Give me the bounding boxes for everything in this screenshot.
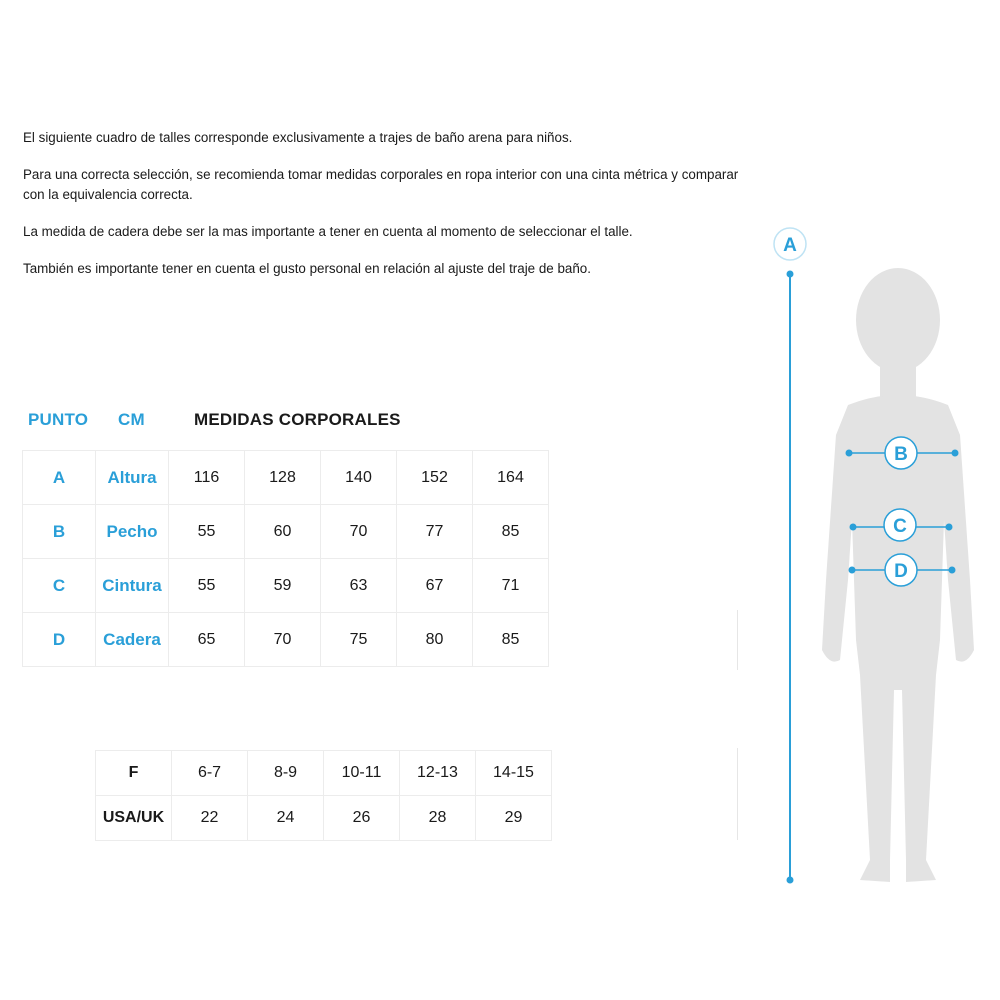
header-cm: CM: [118, 410, 145, 429]
intro-text: [23, 128, 743, 296]
child-figure-diagram: [760, 220, 1000, 900]
measure-value: 70: [321, 505, 397, 559]
table-row: [23, 451, 549, 505]
measurements-table: [22, 450, 549, 667]
measure-label: Altura: [96, 451, 169, 505]
measure-value: 128: [245, 451, 321, 505]
measure-value: 70: [245, 613, 321, 667]
point-code: D: [23, 613, 96, 667]
intro-paragraph-1: El siguiente cuadro de talles corresponde exclusivamente a trajes de baño arena para niños.: [23, 130, 573, 145]
size-value: 24: [248, 796, 324, 841]
measure-value: 71: [473, 559, 549, 613]
measure-value: 67: [397, 559, 473, 613]
measure-value: 59: [245, 559, 321, 613]
size-value: 10-11: [324, 751, 400, 796]
measure-label: Cadera: [96, 613, 169, 667]
size-value: 28: [400, 796, 476, 841]
size-value: 6-7: [172, 751, 248, 796]
measure-value: 85: [473, 505, 549, 559]
divider: [737, 748, 738, 840]
point-code: A: [23, 451, 96, 505]
marker-b-label: B: [894, 444, 908, 465]
measure-value: 164: [473, 451, 549, 505]
measure-value: 77: [397, 505, 473, 559]
measure-value: 55: [169, 559, 245, 613]
measure-value: 80: [397, 613, 473, 667]
size-value: 8-9: [248, 751, 324, 796]
measure-value: 85: [473, 613, 549, 667]
measure-value: 140: [321, 451, 397, 505]
measure-label: Pecho: [96, 505, 169, 559]
table-row: [96, 751, 552, 796]
size-row-label: F: [96, 751, 172, 796]
height-line-bottom-dot: [787, 877, 794, 884]
header-punto: PUNTO: [28, 410, 89, 429]
measure-value: 63: [321, 559, 397, 613]
size-value: 26: [324, 796, 400, 841]
intro-paragraph-3: La medida de cadera debe ser la mas importante a tener en cuenta al momento de seleccionar el talle.: [23, 224, 633, 239]
intro-paragraph-4: También es importante tener en cuenta el gusto personal en relación al ajuste del traje de baño.: [23, 261, 591, 276]
measure-value: 65: [169, 613, 245, 667]
measure-value: 116: [169, 451, 245, 505]
size-row-label: USA/UK: [96, 796, 172, 841]
size-equivalence-table: [95, 750, 552, 841]
point-code: C: [23, 559, 96, 613]
table-row: [96, 796, 552, 841]
marker-a-label: A: [783, 235, 797, 256]
measure-value: 152: [397, 451, 473, 505]
header-medidas: MEDIDAS CORPORALES: [194, 410, 401, 429]
size-value: 22: [172, 796, 248, 841]
marker-c-label: C: [893, 516, 907, 537]
size-value: 29: [476, 796, 552, 841]
measure-value: 60: [245, 505, 321, 559]
height-line-top-dot: [787, 271, 794, 278]
marker-a: [774, 228, 806, 260]
measure-label: Cintura: [96, 559, 169, 613]
size-value: 14-15: [476, 751, 552, 796]
size-value: 12-13: [400, 751, 476, 796]
measure-value: 55: [169, 505, 245, 559]
point-code: B: [23, 505, 96, 559]
divider: [737, 610, 738, 670]
table-row: [23, 505, 549, 559]
marker-d-label: D: [894, 561, 908, 582]
table-row: [23, 613, 549, 667]
measure-value: 75: [321, 613, 397, 667]
table-row: [23, 559, 549, 613]
intro-paragraph-2: Para una correcta selección, se recomienda tomar medidas corporales en ropa interior con una cinta métrica y comparar con la equivalencia correcta.: [23, 167, 739, 202]
